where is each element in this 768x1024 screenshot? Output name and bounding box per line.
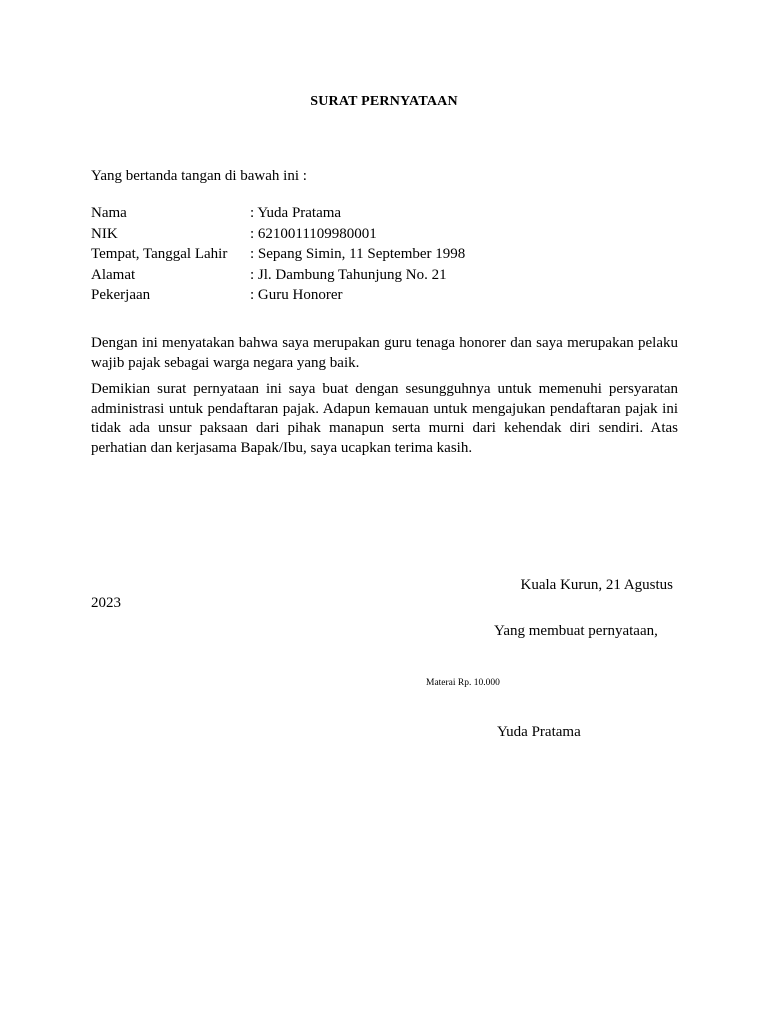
field-value: : Jl. Dambung Tahunjung No. 21 — [250, 266, 447, 283]
place-date: Kuala Kurun, 21 Agustus — [520, 577, 673, 593]
stamp-duty-note: Materai Rp. 10.000 — [426, 678, 500, 688]
field-value: : Sepang Simin, 11 September 1998 — [250, 246, 466, 262]
field-label: Alamat — [91, 266, 136, 283]
signer-name: Yuda Pratama — [497, 724, 581, 740]
field-label: Nama — [91, 205, 127, 221]
statement-paragraph: Dengan ini menyatakan bahwa saya merupakan guru tenaga honorer dan saya merupakan pelaku wajib pajak sebagai warga negara yang baik. — [91, 335, 678, 371]
field-value: : 6210011109980001 — [250, 225, 377, 242]
field-label: Tempat, Tanggal Lahir — [91, 246, 228, 262]
field-value: : Yuda Pratama — [250, 205, 342, 221]
field-value: : Guru Honorer — [250, 287, 343, 303]
date-year: 2023 — [91, 595, 121, 611]
field-label: NIK — [91, 225, 118, 242]
signer-label: Yang membuat pernyataan, — [494, 623, 658, 639]
closing-paragraph: Demikian surat pernyataan ini saya buat dengan sesungguhnya untuk memenuhi persyaratan administrasi untuk pendaftaran pajak. Adapun kemauan untuk mengajukan pendaftaran pajak ini tidak ada unsur paksaan dari pihak manapun serta murni dari kehendak diri sendiri. Atas perhatian dan kerjasama Bapak/Ibu, saya ucapkan terima kasih. — [91, 381, 678, 456]
intro-text: Yang bertanda tangan di bawah ini : — [91, 168, 307, 184]
field-label: Pekerjaan — [91, 287, 151, 303]
document-title: SURAT PERNYATAAN — [310, 94, 458, 109]
